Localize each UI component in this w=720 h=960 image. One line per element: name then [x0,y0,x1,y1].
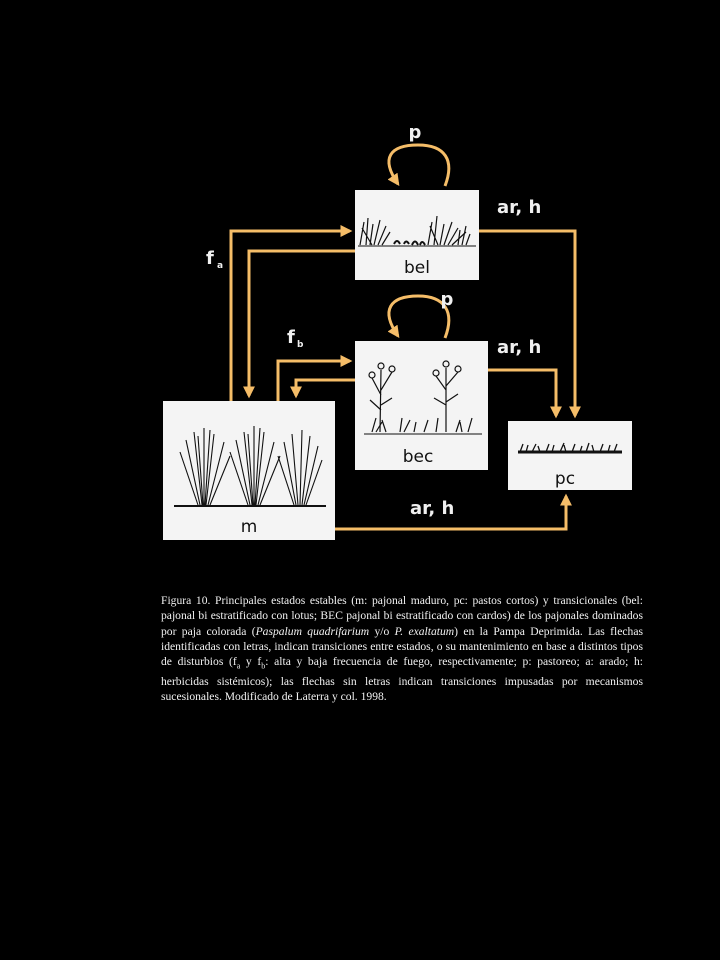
state-label-pc: pc [554,469,576,489]
arrow-bec-to-pc [488,370,556,416]
label-fb [287,327,304,350]
caption-part4: y f [240,655,262,669]
label-p-top: p [408,122,422,143]
caption-part5: : alta y baja frecuencia de fuego, respectivamente; p: pastoreo; a: arado; h: herbicidas sistémicos); las flechas sin letras indican transiciones impusadas por mecanismos sucesionales. Modificado de Laterra y col. 1998. [161,655,643,704]
arrow-bel-to-m [249,251,355,396]
state-box-bec [355,341,488,470]
label-ar-h-bel: ar, h [497,197,542,218]
state-label-bec: bec [402,447,434,467]
caption-sub-b: b [261,661,266,671]
label-fa [206,248,223,271]
arrow-p-loop-bel [389,145,449,186]
label-p-middle: p [440,289,454,310]
state-label-bel: bel [404,258,430,278]
state-box-pc [508,421,632,490]
label-fb-sub: b [297,340,304,350]
figure-caption [161,593,643,704]
caption-part3: ) en la Pampa Deprimida. Las flechas identificadas con letras, indican transiciones entre estados, o su mantenimiento en base a distintos tipos de disturbios (f [161,624,643,669]
caption-italic2: P. exaltatum [394,624,455,638]
state-box-bel [355,190,479,280]
caption-part2: y/o [369,624,395,638]
state-box-m [163,401,335,540]
arrow-bec-to-m [296,380,355,396]
state-label-m: m [240,517,258,537]
label-fa-sub: a [217,261,224,271]
caption-part1: Figura 10. Principales estados estables (m: pajonal maduro, pc: pastos cortos) y transicionales (bel: pajonal bi estratificado con lotus; BEC pajonal bi estratificado con cardos) de los pajonales dominados por paja colorada ( [161,594,643,638]
label-ar-h-bec: ar, h [497,337,542,358]
caption-sub-a: a [236,661,241,671]
arrow-bel-to-pc [479,231,575,416]
label-fa-base: f [206,248,214,269]
label-ar-h-m: ar, h [410,498,455,519]
label-fb-base: f [287,327,295,348]
caption-italic1: Paspalum quadrifarium [255,624,370,638]
